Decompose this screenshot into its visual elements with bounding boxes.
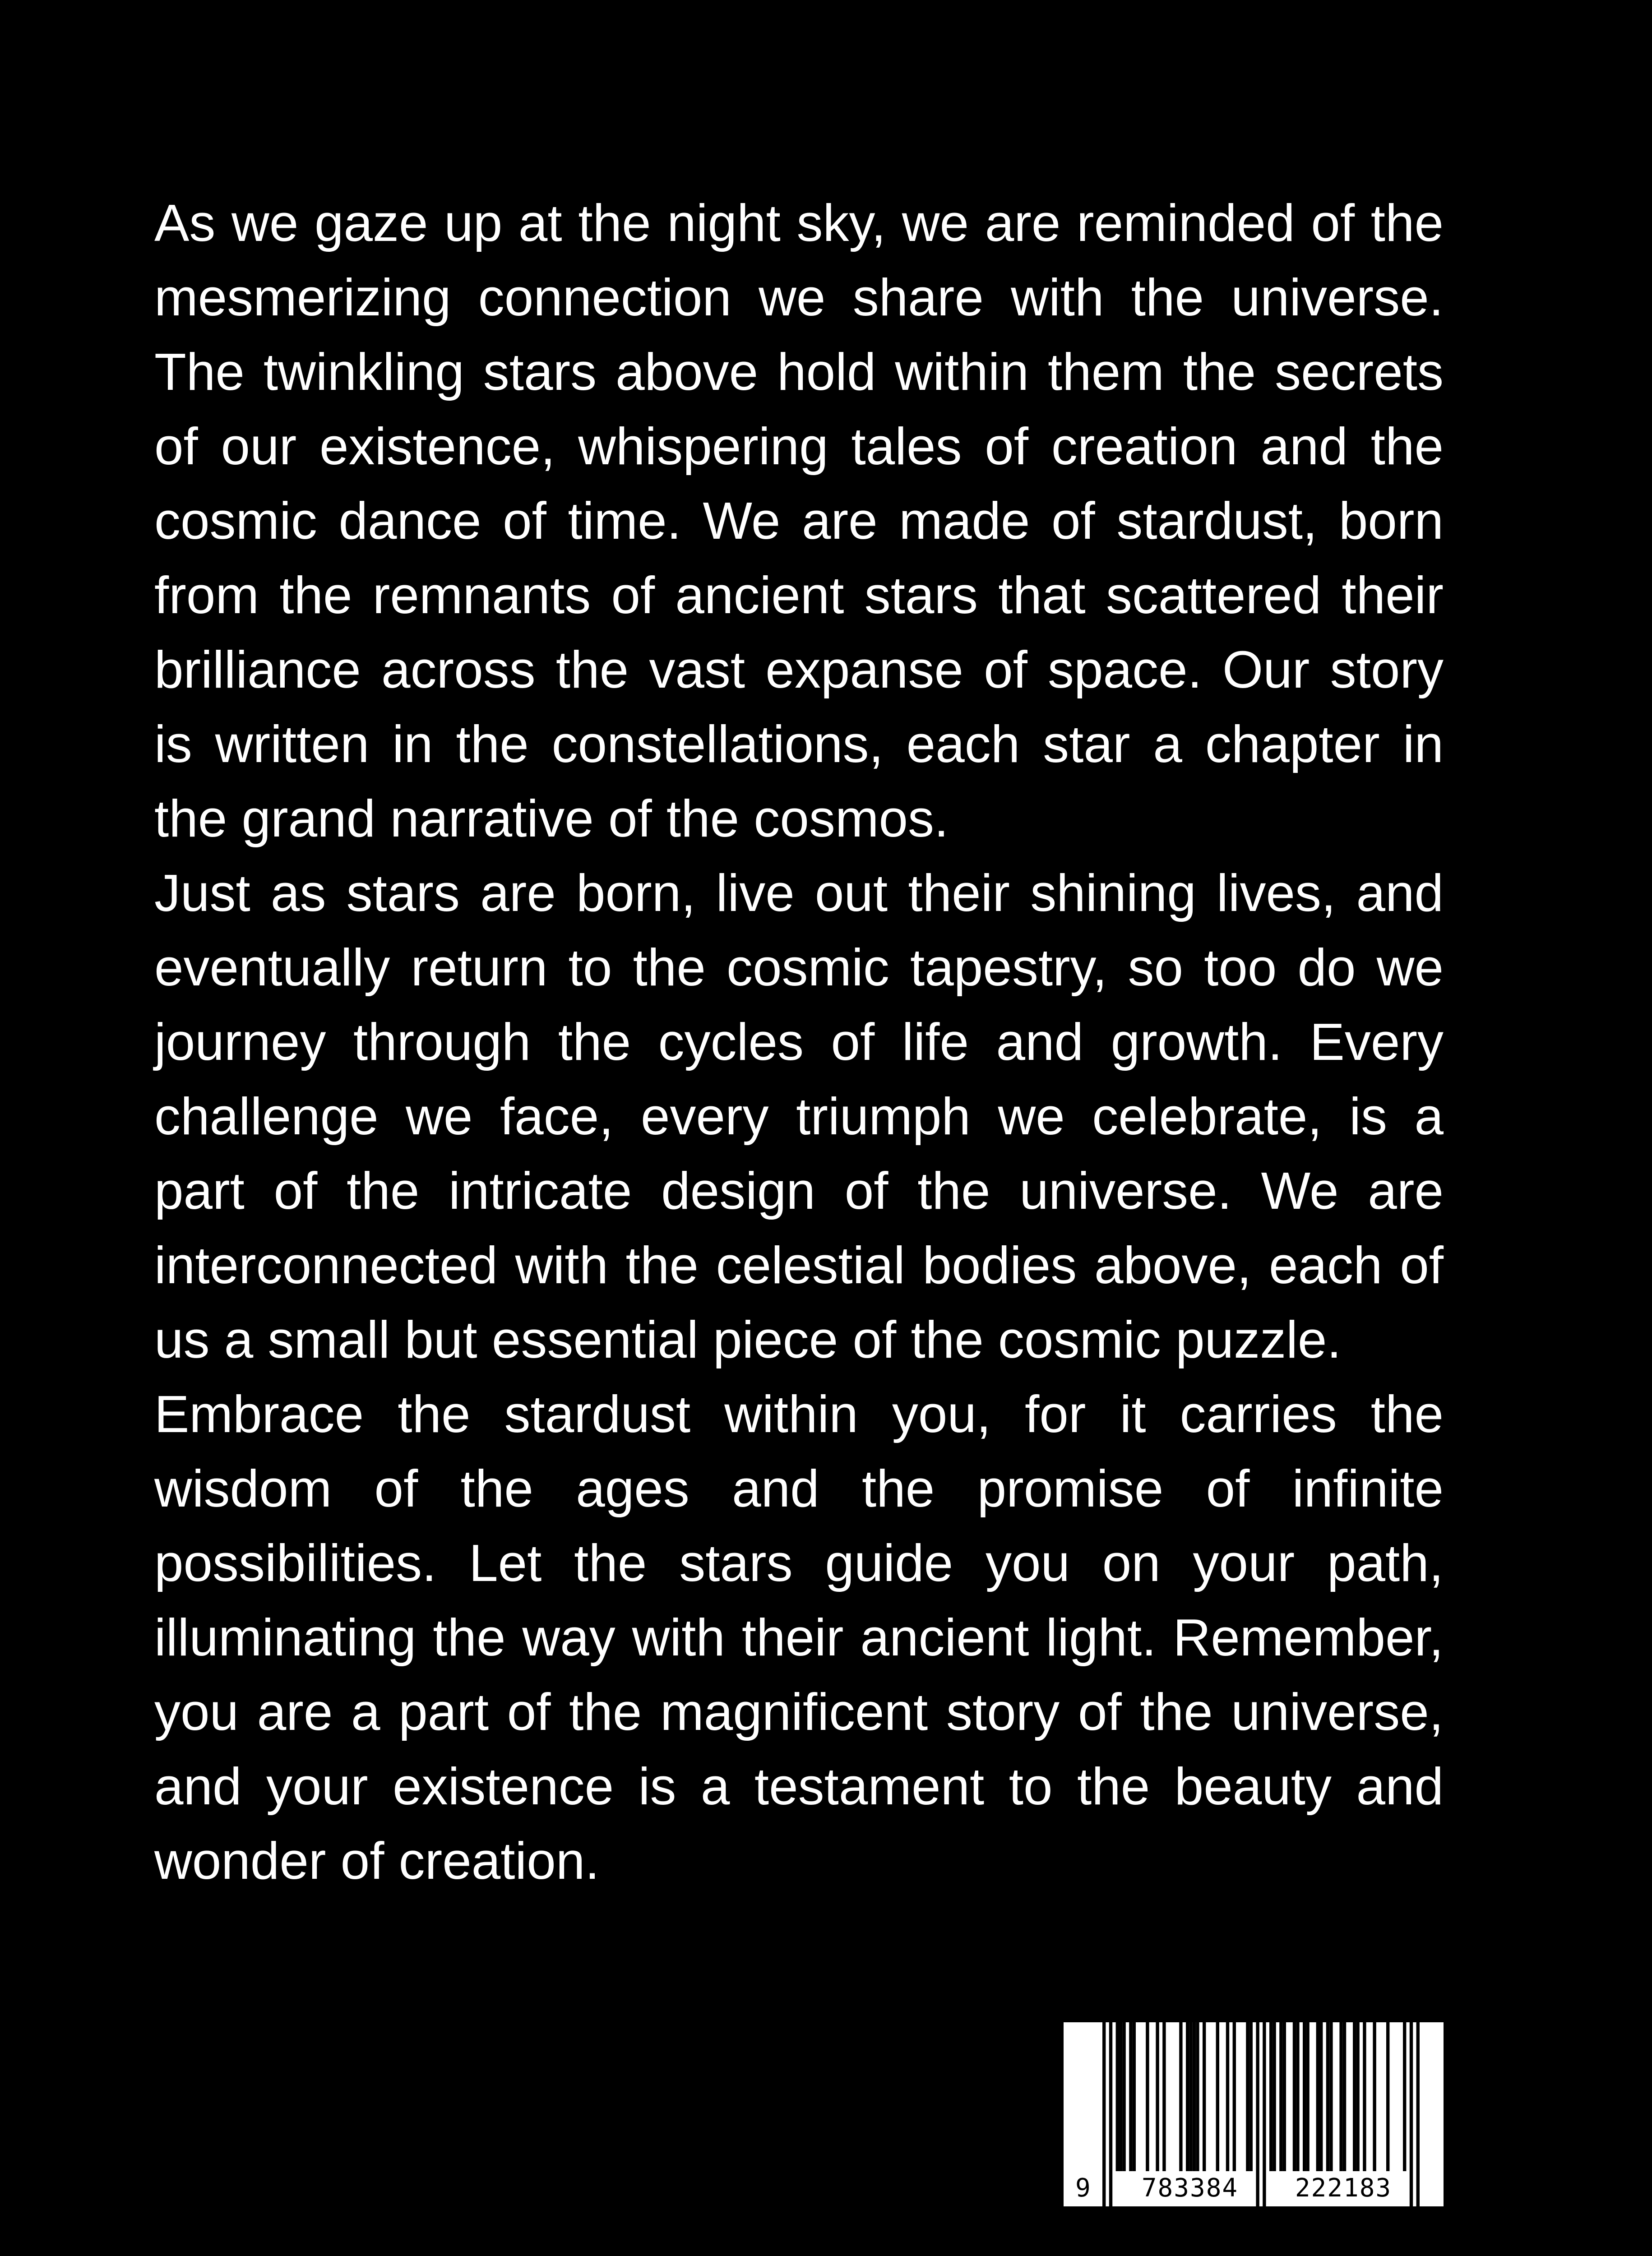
barcode-bar	[1189, 2022, 1192, 2171]
barcode-bar	[1122, 2022, 1125, 2171]
barcode-guard-bar	[1263, 2022, 1266, 2206]
barcode-bar	[1363, 2022, 1366, 2171]
barcode-bar	[1246, 2022, 1249, 2171]
barcode-left-digits: 783384	[1141, 2173, 1239, 2203]
barcode-bar	[1156, 2022, 1159, 2171]
barcode-guard-bar	[1109, 2022, 1112, 2206]
barcode-bar	[1193, 2022, 1196, 2171]
barcode-bar	[1353, 2022, 1356, 2171]
barcode-bar	[1403, 2022, 1406, 2171]
barcode-bar	[1306, 2022, 1309, 2171]
barcode-bar	[1343, 2022, 1346, 2171]
barcode-bar	[1269, 2022, 1273, 2171]
barcode-bar	[1373, 2022, 1376, 2171]
barcode-bar	[1216, 2022, 1219, 2171]
blurb-paragraph-1: As we gaze up at the night sky, we are reminded of the mesmerizing connection we share with the universe. The twinkling stars above hold within them the secrets of our existence, whispering tales of creation and the cosmic dance of time. We are made of stardust, born from the remnants of ancient stars that scattered their brilliance across the vast expanse of space. Our story is written in the constellations, each star a chapter in the grand narrative of the cosmos.	[154, 194, 1444, 848]
barcode-bar	[1196, 2022, 1199, 2171]
barcode-bar	[1203, 2022, 1206, 2171]
barcode-guard-bar	[1102, 2022, 1106, 2206]
barcode-bar	[1162, 2022, 1166, 2171]
barcode-bar	[1303, 2022, 1306, 2171]
barcode-bar	[1283, 2022, 1286, 2171]
blurb-paragraph-3: Embrace the stardust within you, for it carries the wisdom of the ages and the promise of infinite possibilities. Let the stars guide you on your path, illuminating the way with their ancient light. Remember, you are a part of the magnificent story of the universe, and your existence is a testament to the beauty and wonder of creation.	[154, 1385, 1444, 1890]
barcode-bar	[1179, 2022, 1182, 2171]
barcode-bar	[1116, 2022, 1119, 2171]
barcode-right-digits: 222183	[1295, 2173, 1392, 2203]
barcode-bar	[1293, 2022, 1296, 2171]
barcode-bar	[1329, 2022, 1333, 2171]
barcode-lead-digit: 9	[1075, 2173, 1092, 2203]
barcode-bar	[1326, 2022, 1329, 2171]
barcode-bar	[1356, 2022, 1359, 2171]
barcode-bar	[1226, 2022, 1229, 2171]
barcode-bar	[1386, 2022, 1389, 2171]
blurb-text	[154, 186, 1444, 1898]
barcode-bar	[1339, 2022, 1342, 2171]
barcode-bar	[1119, 2022, 1122, 2171]
barcode-bar	[1233, 2022, 1236, 2171]
barcode-bar	[1279, 2022, 1282, 2171]
barcode-bar	[1273, 2022, 1276, 2171]
barcode-guard-bar	[1416, 2022, 1420, 2206]
barcode-bar	[1186, 2022, 1189, 2171]
barcode-bar	[1146, 2022, 1149, 2171]
barcode-bar	[1249, 2022, 1253, 2171]
barcode-bar	[1296, 2022, 1299, 2171]
isbn-barcode	[1064, 2022, 1444, 2206]
barcode-bar	[1316, 2022, 1319, 2171]
barcode-bar	[1133, 2022, 1136, 2171]
barcode-bar	[1129, 2022, 1132, 2171]
blurb-paragraph-2: Just as stars are born, live out their shining lives, and eventually return to the cosmic tapestry, so too do we journey through the cycles of life and growth. Every challenge we face, every triumph we celebrate, is a part of the intricate design of the universe. We are interconnected with the celestial bodies above, each of us a small but essential piece of the cosmic puzzle.	[154, 864, 1444, 1369]
barcode-bar	[1319, 2022, 1323, 2171]
